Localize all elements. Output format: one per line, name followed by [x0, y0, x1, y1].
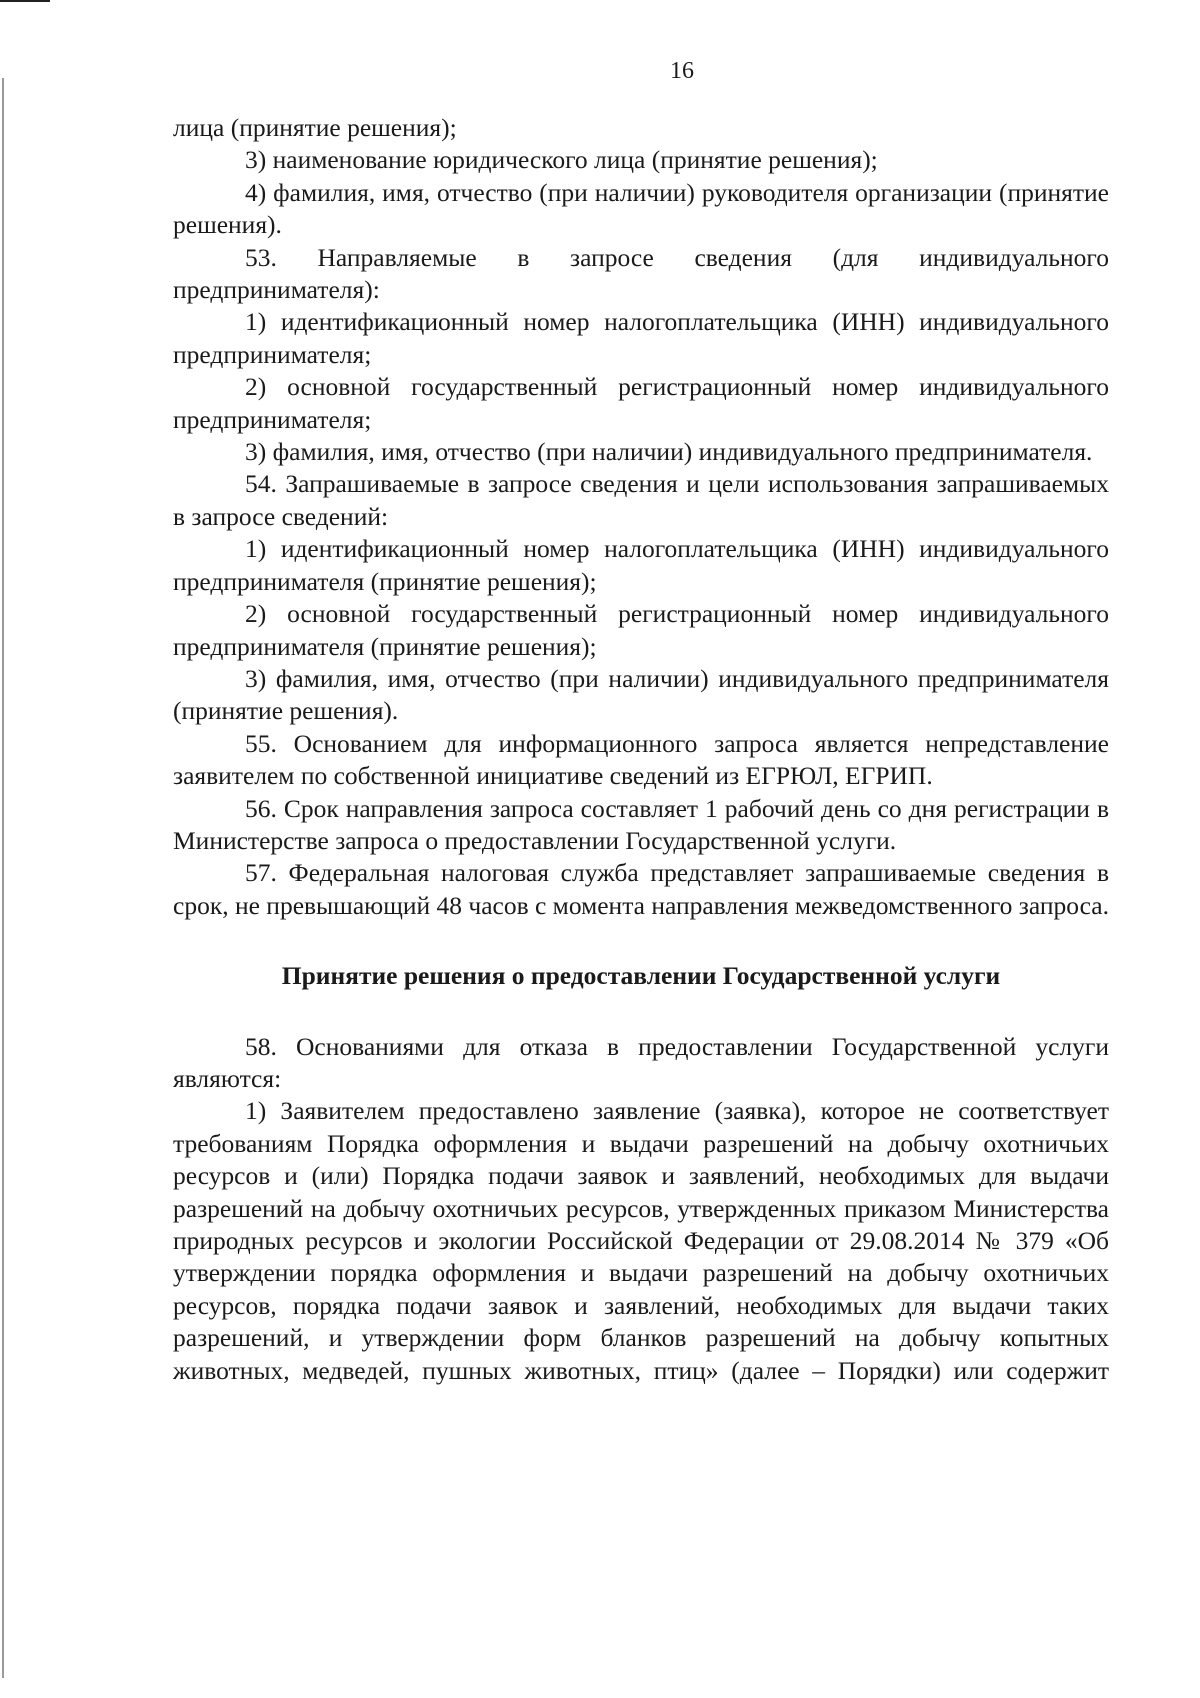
list-item-4-manager-name: 4) фамилия, имя, отчество (при наличии) руководителя организации (принятие решения). [173, 177, 1109, 240]
clause-53-item-1: 1) идентификационный номер налогоплательщика (ИНН) индивидуального предпринимателя; [173, 307, 1109, 369]
scan-edge-mark-top [0, 0, 50, 2]
clause-53-item-2: 2) основной государственный регистрационный номер индивидуального предпринимателя; [173, 372, 1109, 434]
clause-58: 58. Основаниями для отказа в предоставлении Государственной услуги являются: [173, 1031, 1109, 1093]
clause-56: 56. Срок направления запроса составляет 1 рабочий день со дня регистрации в Министерстве запроса о предоставлении Государственной услуги. [173, 793, 1109, 855]
section-heading: Принятие решения о предоставлении Государственной услуги [281, 961, 1001, 991]
clause-54: 54. Запрашиваемые в запросе сведения и цели использования запрашиваемых в запросе сведений: [173, 469, 1109, 531]
clause-53-item-3: 3) фамилия, имя, отчество (при наличии) индивидуального предпринимателя. [245, 437, 1093, 467]
scan-edge-mark-left [2, 78, 4, 1678]
clause-53: 53. Направляемые в запросе сведения (для индивидуального предпринимателя): [173, 242, 1109, 305]
clause-54-item-2: 2) основной государственный регистрационный номер индивидуального предпринимателя (принятие решения); [173, 599, 1109, 661]
clause-54-item-3: 3) фамилия, имя, отчество (при наличии) индивидуального предпринимателя (принятие решения). [173, 663, 1109, 726]
list-item-3-legal-name: 3) наименование юридического лица (принятие решения); [245, 145, 878, 175]
clause-55: 55. Основанием для информационного запроса является непредставление заявителем по собственной инициативе сведений из ЕГРЮЛ, ЕГРИП. [173, 728, 1109, 791]
clause-57: 57. Федеральная налоговая служба представляет запрашиваемые сведения в срок, не превышающий 48 часов с момента направления межведомственного запроса. [173, 858, 1109, 920]
document-body [173, 112, 1109, 1387]
clause-54-item-1: 1) идентификационный номер налогоплательщика (ИНН) индивидуального предпринимателя (принятие решения); [173, 534, 1109, 596]
paragraph-continuation: лица (принятие решения); [173, 113, 457, 142]
page-number: 16 [670, 58, 694, 84]
clause-58-item-1: 1) Заявителем предоставлено заявление (заявка), которое не соответствует требованиям Порядка оформления и выдачи разрешений на добычу охотничьих ресурсов и (или) Порядка подачи заявок и заявлений, необходимых для выдачи разрешений на добычу охотничьих ресурсов, утвержденных приказом Министерства природных ресурсов и экологии Российской Федерации от 29.08.2014 № 379 «Об утверждении порядка оформления и выдачи разрешений на добычу охотничьих ресурсов, порядка подачи заявок и заявлений, необходимых для выдачи таких разрешений, и утверждении форм бланков разрешений на добычу копытных животных, медведей, пушных животных, птиц» (далее – Порядки) или содержит [173, 1096, 1109, 1385]
